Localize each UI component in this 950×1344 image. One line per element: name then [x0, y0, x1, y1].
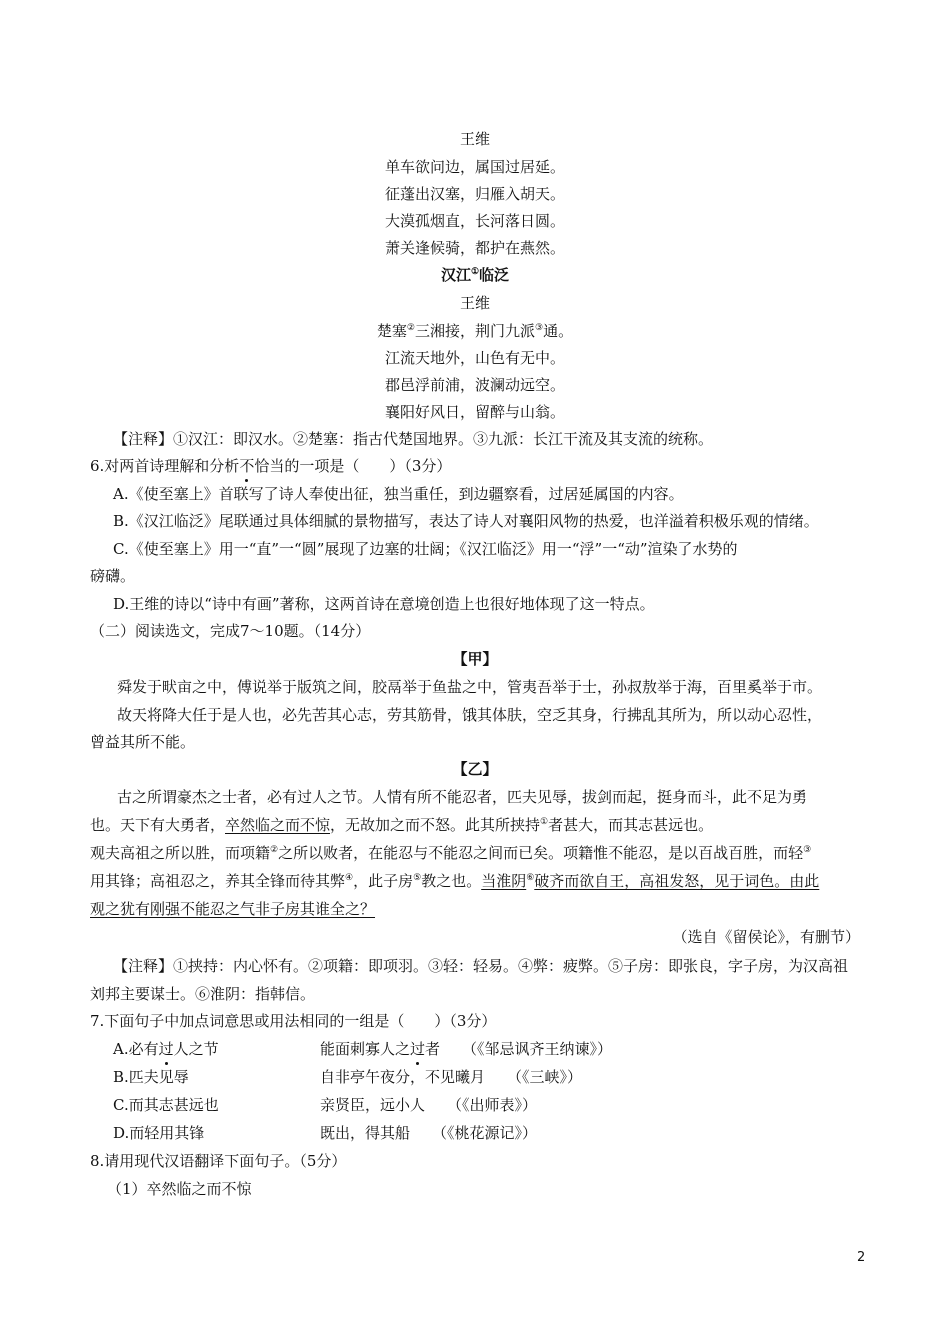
passage-yi-line-2: 也。天下有大勇者，卒然临之而不惊，无故加之而不怒。此其所挟持①者甚大，而其志甚远也。	[90, 816, 714, 834]
q7-option-d-right: 既出，得其船 （《桃花源记》）	[320, 1124, 538, 1142]
poem2-title: 汉江①临泛	[440, 266, 510, 284]
page-number: 2	[857, 1250, 866, 1265]
q7-option-c-left: C.而其志甚远也	[113, 1096, 219, 1114]
poem2-line-2: 江流天地外，山色有无中。	[384, 349, 565, 367]
poem1-line-4: 萧关逢候骑，都护在燕然。	[384, 239, 565, 257]
poem2-line-1: 楚塞②三湘接，荆门九派③通。	[376, 322, 574, 340]
q7-option-d-left: D.而轻用其锋	[113, 1124, 205, 1142]
passage-yi-annotation: 【注释】①挟持：内心怀有。②项籍：即项羽。③轻：轻易。④弊：疲弊。⑤子房：即张良，字子房，为汉高祖	[113, 957, 849, 975]
q7-option-a-left: A.必有过人之节	[113, 1040, 219, 1058]
passage-jia-heading: 【甲】	[452, 650, 498, 668]
q7-option-c-right: 亲贤臣，远小人 （《出师表》）	[320, 1096, 538, 1114]
q7-stem: 7.下面句子中加点词意思或用法相同的一组是（ ）（3分）	[90, 1012, 497, 1030]
q6-option-d: D.王维的诗以“诗中有画”著称，这两首诗在意境创造上也很好地体现了这一特点。	[113, 595, 655, 613]
poem1-line-1: 单车欲问边，属国过居延。	[384, 158, 565, 176]
q8-item-1: （1）卒然临之而不惊	[107, 1180, 252, 1198]
passage-yi-line-4: 用其锋；高祖忍之，养其全锋而待其弊④，此子房⑤教之也。当淮阴⑥破齐而欲自王，高祖发怒，见于词色。由此	[90, 872, 820, 890]
q7-option-b-left: B.匹夫见辱	[113, 1068, 189, 1086]
q7-option-a-right: 能面刺寡人之过者 （《邹忌讽齐王纳谏》）	[320, 1040, 613, 1058]
poem1-line-2: 征蓬出汉塞，归雁入胡天。	[384, 185, 565, 203]
q6-option-b: B.《汉江临泛》尾联通过具体细腻的景物描写，表达了诗人对襄阳风物的热爱，也洋溢着积极乐观的情绪。	[113, 512, 819, 530]
passage-yi-line-1: 古之所谓豪杰之士者，必有过人之节。人情有所不能忍者，匹夫见辱，拔剑而起，挺身而斗，此不足为勇	[117, 788, 808, 806]
passage-yi-line-3: 观夫高祖之所以胜，而项籍②之所以败者，在能忍与不能忍之间而已矣。项籍惟不能忍，是以百战百胜，而轻③	[90, 844, 812, 862]
passage-yi-heading: 【乙】	[452, 760, 498, 778]
poem2-line-4: 襄阳好风日，留醉与山翁。	[384, 403, 565, 421]
poem2-author: 王维	[459, 294, 490, 312]
poem1-author: 王维	[459, 130, 490, 148]
passage-jia-p1: 舜发于畎亩之中，傅说举于版筑之间，胶鬲举于鱼盐之中，管夷吾举于士，孙叔敖举于海，百里奚举于市。	[117, 678, 823, 696]
passage-yi-annotation-cont: 刘邦主要谋士。⑥淮阴：指韩信。	[90, 985, 316, 1003]
q6-option-a: A.《使至塞上》首联写了诗人奉使出征，独当重任，到边疆察看，过居延属国的内容。	[113, 485, 684, 503]
section-2-heading: （二）阅读选文，完成7～10题。（14分）	[90, 622, 371, 640]
passage-jia-p2: 故天将降大任于是人也，必先苦其心志，劳其筋骨，饿其体肤，空乏其身，行拂乱其所为，所以动心忍性，	[117, 706, 823, 724]
poem-annotation: 【注释】①汉江：即汉水。②楚塞：指古代楚国地界。③九派：长江干流及其支流的统称。	[113, 430, 714, 448]
q8-stem: 8.请用现代汉语翻译下面句子。（5分）	[90, 1152, 347, 1170]
q6-option-c-cont: 磅礴。	[90, 567, 136, 585]
q6-option-c: C.《使至塞上》用一“直”一“圆”展现了边塞的壮阔；《汉江临泛》用一“浮”一“动”渲染了水势的	[113, 540, 738, 558]
q7-option-b-right: 自非亭午夜分，不见曦月 （《三峡》）	[320, 1068, 583, 1086]
q6-stem: 6.对两首诗理解和分析不恰当的一项是（ ）（3分）	[90, 457, 452, 475]
passage-jia-p2-cont: 曾益其所不能。	[90, 733, 196, 751]
poem2-line-3: 郡邑浮前浦，波澜动远空。	[384, 376, 565, 394]
poem1-line-3: 大漠孤烟直，长河落日圆。	[384, 212, 565, 230]
passage-yi-source: （选自《留侯论》，有删节）	[672, 928, 860, 946]
passage-yi-line-5: 观之犹有刚强不能忍之气非子房其谁全之？	[90, 900, 376, 918]
